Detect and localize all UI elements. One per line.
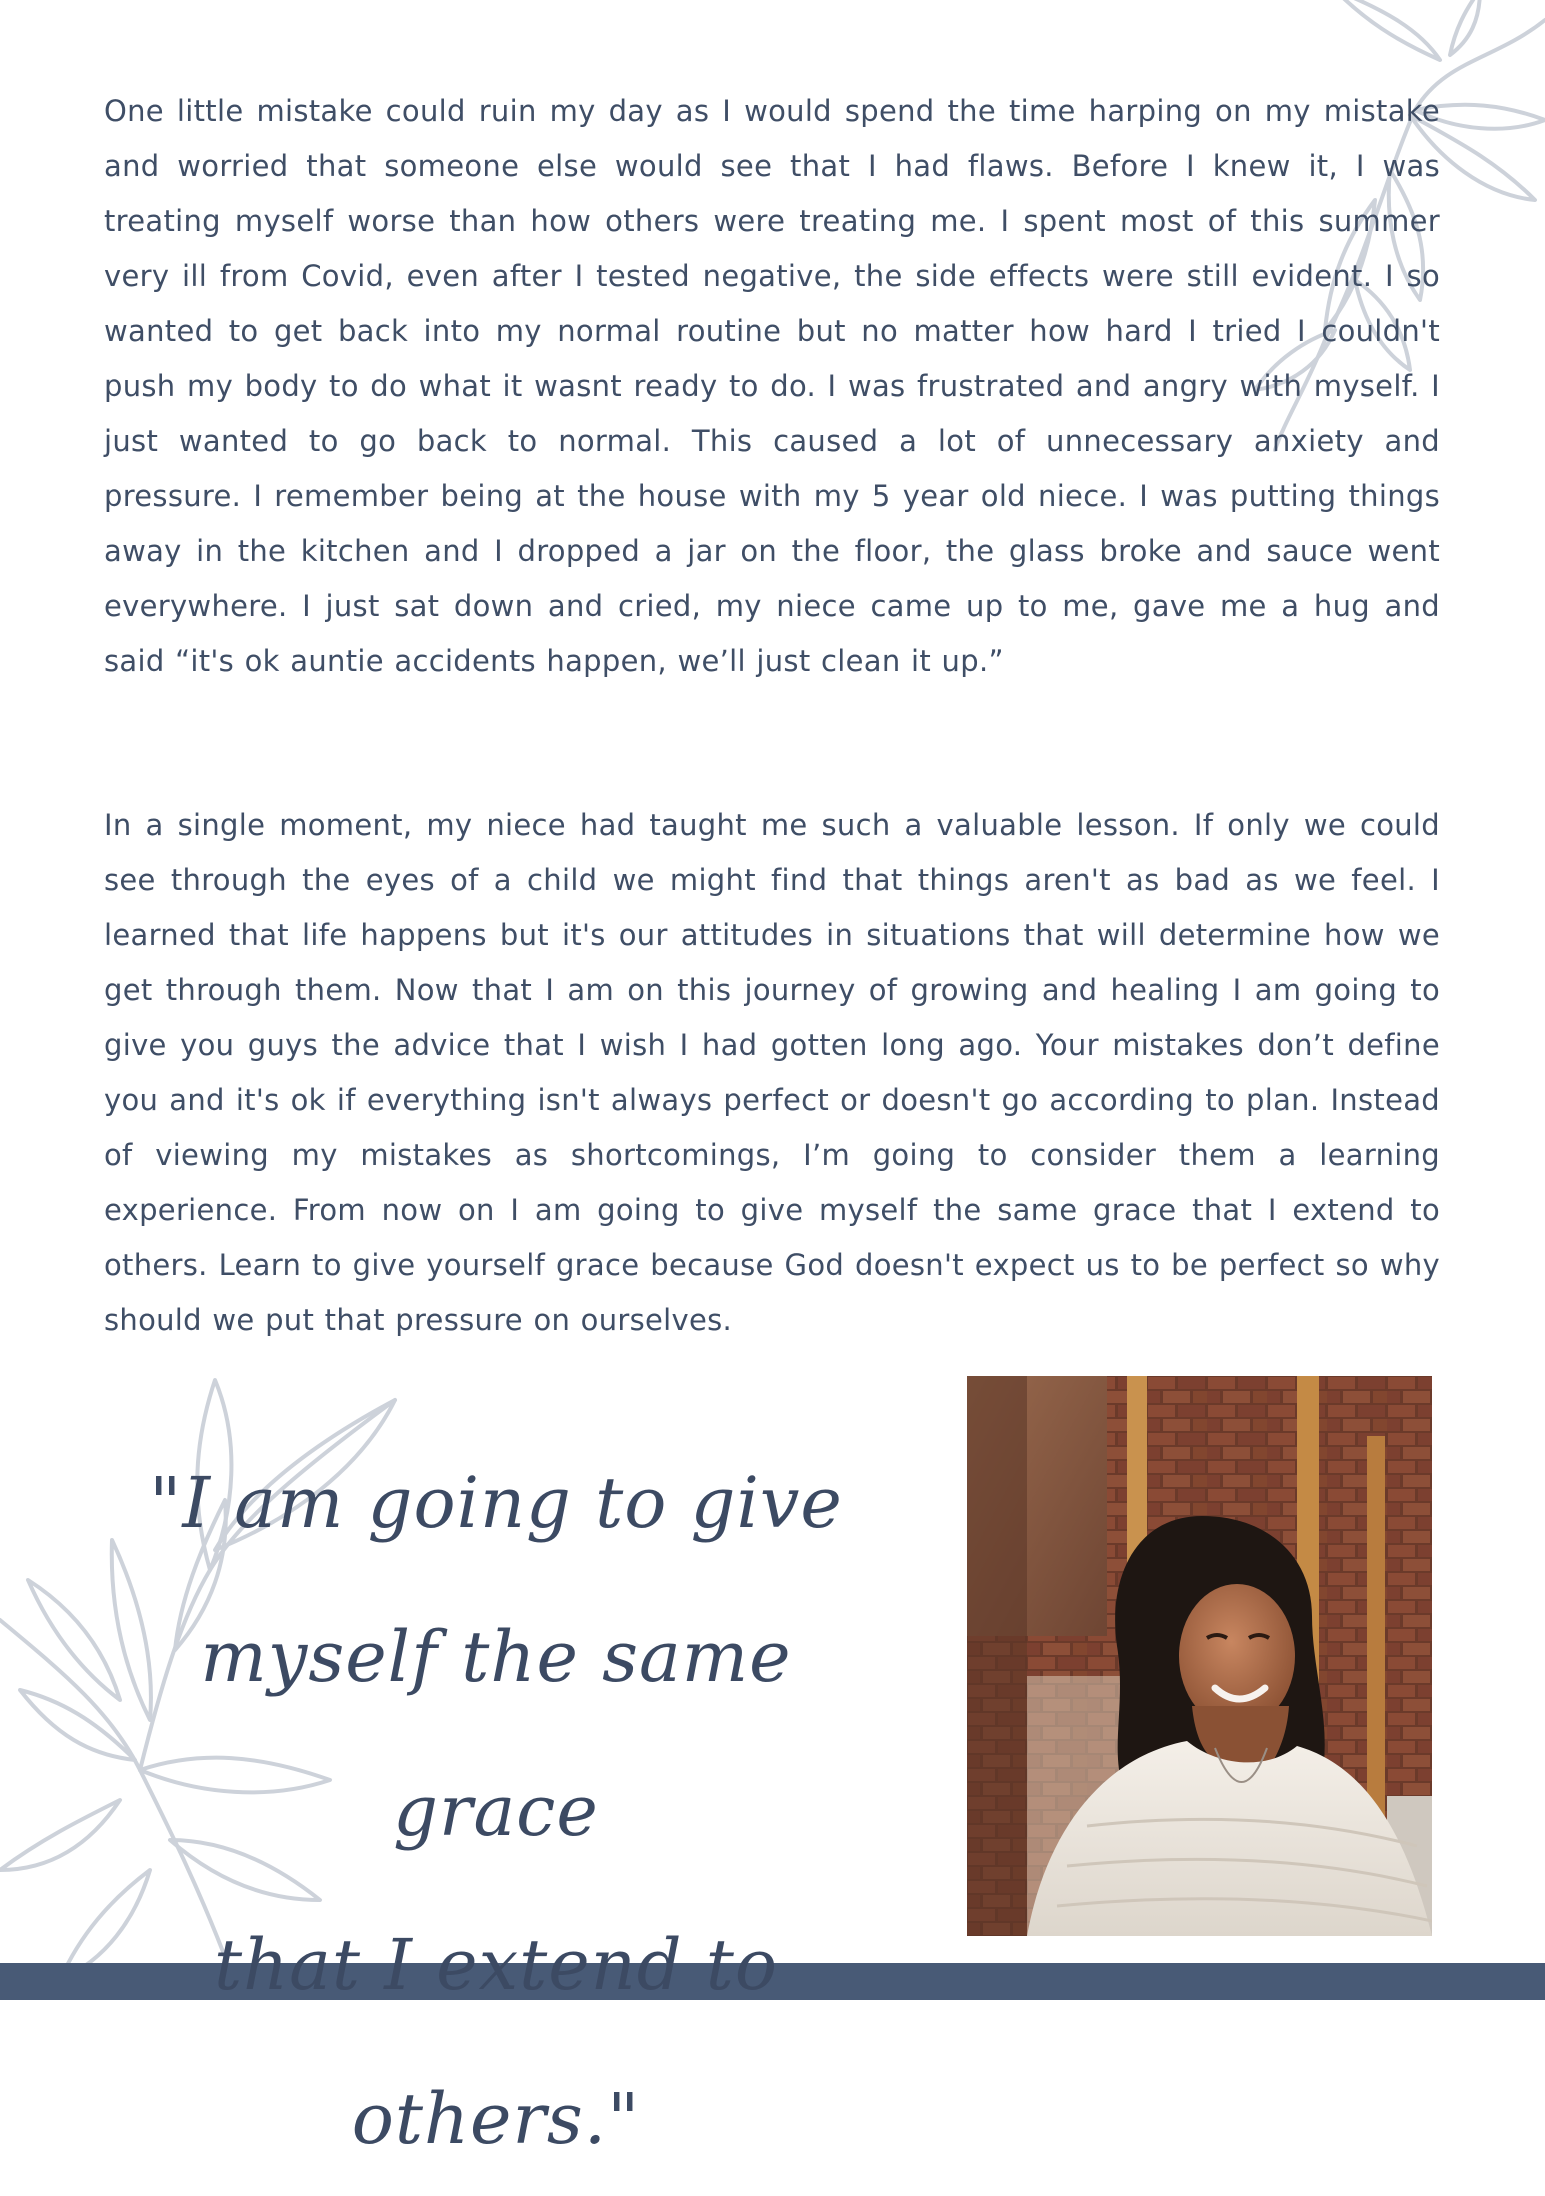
pull-quote-line-1: "I am going to give (149, 1462, 843, 1544)
author-photo (967, 1376, 1432, 1936)
pull-quote-line-3: that I extend to others." (213, 1924, 779, 2160)
pull-quote (96, 1426, 896, 2196)
pull-quote-line-2: myself the same grace (200, 1616, 792, 1852)
article-paragraph-1: One little mistake could ruin my day as I would spend the time harping on my mistake and worried that someone else would see that I had flaws. Before I knew it, I was treating myself worse than how others were treating me. I spent most of this summer very ill from Covid, even after I tested negative, the side effects were still evident. I so wanted to get back into my normal routine but no matter how hard I tried I couldn't push my body to do what it wasnt ready to do. I was frustrated and angry with myself. I just wanted to go back to normal. This caused a lot of unnecessary anxiety and pressure. I remember being at the house with my 5 year old niece. I was putting things away in the kitchen and I dropped a jar on the floor, the glass broke and sauce went everywhere. I just sat down and cried, my niece came up to me, gave me a hug and said “it's ok auntie accidents happen, we’ll just clean it up.” (104, 94, 1440, 678)
article-paragraph-2: In a single moment, my niece had taught me such a valuable lesson. If only we could see through the eyes of a child we might find that things aren't as bad as we feel. I learned that life happens but it's our attitudes in situations that will determine how we get through them. Now that I am on this journey of growing and healing I am going to give you guys the advice that I wish I had gotten long ago. Your mistakes don’t define you and it's ok if everything isn't always perfect or doesn't go according to plan. Instead of viewing my mistakes as shortcomings, I’m going to consider them a learning experience. From now on I am going to give myself the same grace that I extend to others. Learn to give yourself grace because God doesn't expect us to be perfect so why should we put that pressure on ourselves. (104, 808, 1440, 1337)
